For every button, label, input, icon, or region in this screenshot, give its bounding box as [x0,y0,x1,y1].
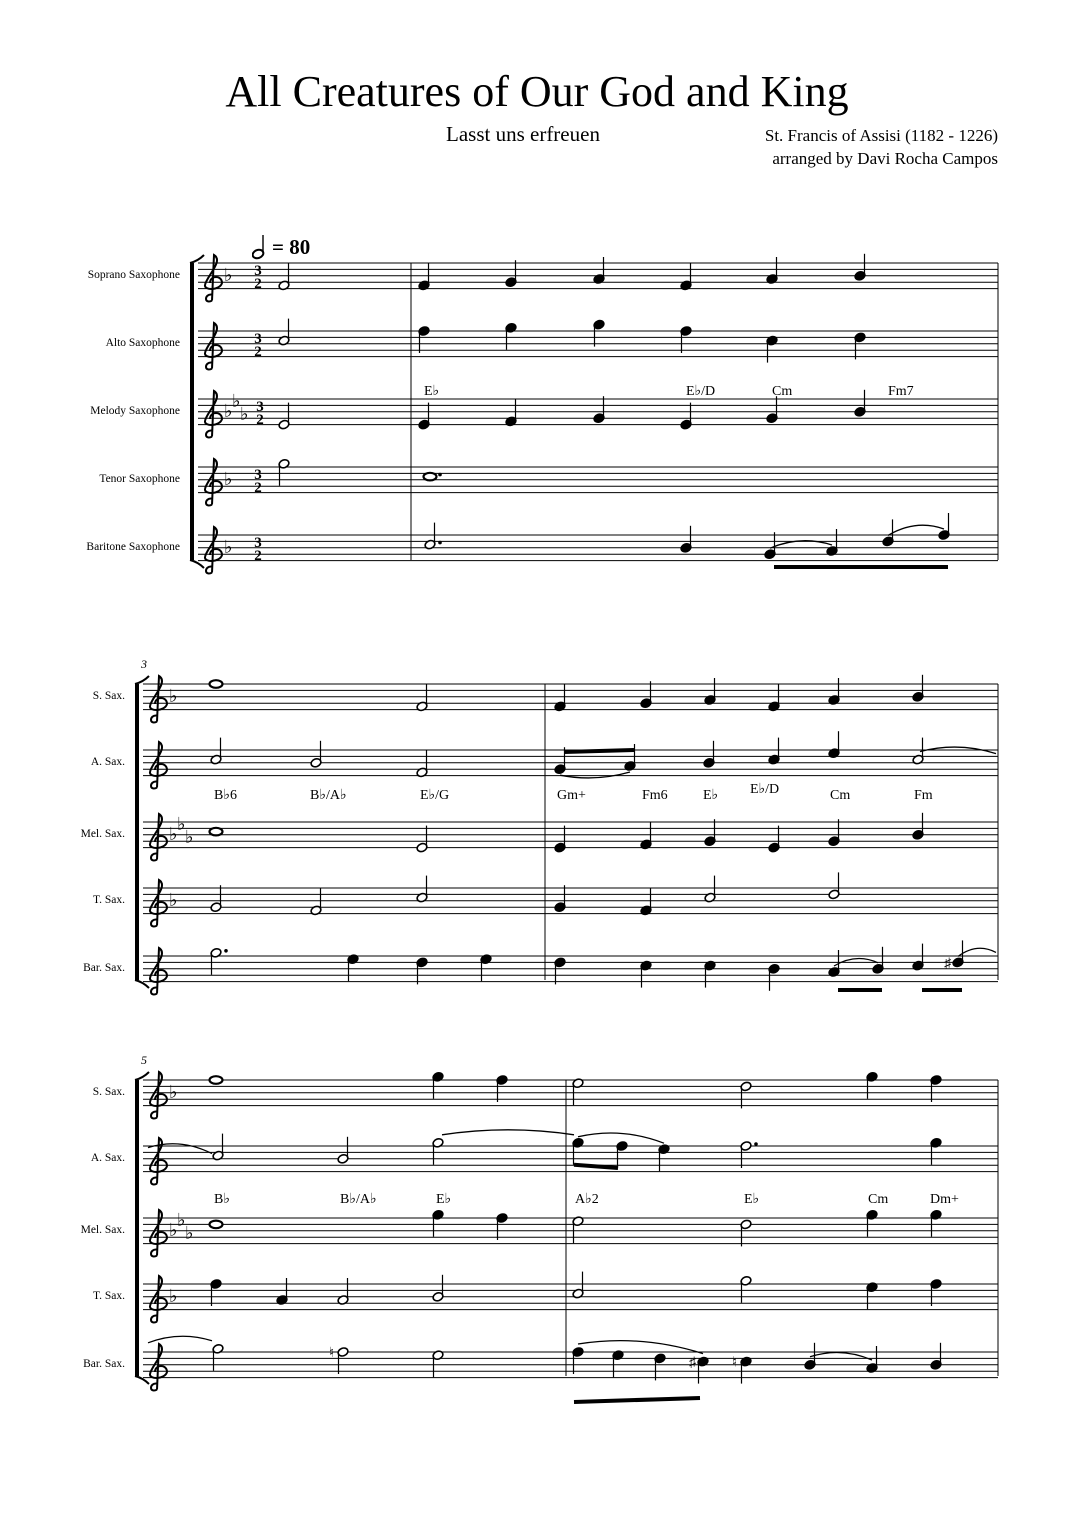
bracket-top [135,676,149,684]
note [505,322,517,349]
note [505,260,517,287]
note-eighth [572,1347,584,1374]
note [505,399,517,426]
note [930,1075,942,1102]
treble-clef-icon [205,255,222,301]
chord-symbol: Fm6 [642,788,668,803]
note [828,731,840,758]
chord-symbol: E♭ [703,788,719,803]
chord-symbol: E♭/G [420,788,450,803]
note [418,263,430,290]
treble-clef-icon [150,1072,167,1118]
note [554,885,566,912]
chord-symbol: B♭/A♭ [310,788,347,803]
treble-clef-icon [150,676,167,722]
note [930,1343,942,1370]
note [496,1213,508,1240]
note-eighth [612,1350,624,1377]
note [930,1279,942,1306]
note [554,957,566,984]
measure-number: 3 [141,657,147,671]
time-signature-bottom: 2 [254,344,262,360]
note [680,403,692,430]
treble-clef-icon [150,814,167,860]
chord-symbol: Fm7 [888,384,914,399]
measure-number: 5 [141,1053,147,1067]
instrument-name: Soprano Saxophone [87,269,180,281]
note [912,813,924,840]
chord-symbol: A♭2 [575,1192,599,1207]
time-signature-top: 3 [254,263,262,279]
instrument-short-name: T. Sax. [92,1290,125,1302]
treble-clef-icon [205,459,222,505]
augmentation-dot [754,1142,758,1146]
time-signature-top: 3 [254,467,262,483]
note [210,680,223,688]
beam [574,1398,700,1402]
key-flat-icon: ♭ [169,1081,178,1102]
key-flat-icon: ♭ [177,1210,186,1231]
time-signature-bottom: 2 [254,480,262,496]
instrument-short-name: Bar. Sax. [83,962,125,974]
key-flat-icon: ♭ [185,1223,194,1243]
note [278,263,290,290]
time-signature-bottom: 2 [254,548,262,564]
chord-symbol: B♭/A♭ [340,1192,377,1207]
note [310,888,322,915]
key-flat-icon: ♭ [240,404,249,424]
key-flat-icon: ♭ [224,536,233,557]
beam [564,750,634,752]
instrument-name: Tenor Saxophone [99,473,180,485]
note [210,738,222,765]
note [740,1356,752,1383]
treble-clef-icon [150,1344,167,1390]
note [704,876,716,903]
note [278,319,290,346]
note [418,403,430,430]
note [210,947,228,974]
note [768,963,780,990]
note [210,1221,223,1229]
instrument-name: Baritone Saxophone [86,541,180,553]
note-eighth [697,1356,709,1383]
tempo-value: = 80 [272,234,311,259]
note [593,396,605,423]
note [640,681,652,708]
note [424,523,442,550]
note [703,741,715,768]
note [740,1081,752,1108]
key-flat-icon: ♭ [224,468,233,489]
note [416,826,428,853]
score-subtitle: Lasst uns erfreuen [446,122,600,146]
treble-clef-icon [150,742,167,788]
note [572,1216,584,1243]
note-eighth [572,1137,584,1164]
note [866,1071,878,1098]
note-eighth [938,513,950,540]
augmentation-dot [438,473,442,477]
key-flat-icon: ♭ [169,1219,178,1240]
note-eighth [624,744,636,771]
note [432,1275,444,1302]
staff [143,1080,998,1106]
note [828,819,840,846]
note [854,254,866,281]
treble-clef-icon [150,948,167,994]
chord-symbol: Cm [830,788,851,803]
treble-clef-icon [205,527,222,573]
note [930,1209,942,1236]
slur [958,948,996,956]
treble-clef-icon [150,1276,167,1322]
note [866,1282,878,1309]
note [432,1350,444,1377]
arranger-line: arranged by Davi Rocha Campos [772,149,998,168]
note [554,684,566,711]
note [766,257,778,284]
note [740,1141,758,1168]
note [768,738,780,765]
bracket-top [135,1072,149,1080]
note [337,1347,349,1374]
note [680,263,692,290]
note [766,396,778,423]
slur [888,525,944,535]
key-flat-icon: ♭ [169,685,178,706]
note [276,1278,288,1305]
staff [143,822,998,848]
instrument-name: Melody Saxophone [90,405,180,417]
key-flat-icon: ♭ [224,400,233,421]
note [424,473,442,481]
instrument-short-name: S. Sax. [92,690,125,702]
notehead [210,680,223,688]
chord-symbol: E♭ [436,1192,452,1207]
note [704,960,716,987]
time-signature-top: 3 [254,535,262,551]
chord-symbol: E♭ [744,1192,760,1207]
key-flat-icon: ♭ [224,264,233,285]
staff [143,1146,998,1172]
note [310,741,322,768]
note [828,678,840,705]
time-signature-bottom: 2 [256,412,264,428]
staff [143,684,998,710]
note [480,954,492,981]
note [704,678,716,705]
note [930,1137,942,1164]
note [337,1137,349,1164]
instrument-short-name: Mel. Sax. [80,1224,125,1236]
slur [442,1130,574,1135]
key-flat-icon: ♭ [169,1285,178,1306]
note [416,750,428,777]
instrument-short-name: T. Sax. [92,894,125,906]
note [418,326,430,353]
chord-symbol: Cm [772,384,793,399]
chord-symbol: B♭ [214,1192,230,1207]
note [640,888,652,915]
note [828,872,840,899]
note [210,1076,223,1084]
note [432,1209,444,1236]
note [740,1275,752,1302]
note [912,675,924,702]
note [212,1343,224,1370]
score-title: All Creatures of Our God and King [225,67,849,116]
chord-symbol: Dm+ [930,1192,959,1207]
treble-clef-icon [150,1210,167,1256]
note-eighth [616,1141,628,1168]
key-flat-icon: ♭ [232,391,241,412]
accidental-icon: ♮ [329,1346,335,1361]
staff [198,467,998,493]
chord-symbol: E♭ [424,384,440,399]
chord-symbol: Gm+ [557,788,586,803]
note-eighth [912,944,924,971]
staff [198,331,998,357]
note [768,684,780,711]
staff [143,888,998,914]
note [496,1075,508,1102]
note [854,332,866,359]
notehead [210,1076,223,1084]
composer-line: St. Francis of Assisi (1182 - 1226) [764,126,998,145]
note [212,1134,224,1161]
instrument-short-name: Mel. Sax. [80,828,125,840]
chord-symbol: B♭6 [214,788,237,803]
treble-clef-icon [150,880,167,926]
note [658,1144,670,1171]
note [210,1279,222,1306]
note [593,257,605,284]
instrument-short-name: S. Sax. [92,1086,125,1098]
note [337,1278,349,1305]
chord-symbol: E♭/D [750,782,780,797]
instrument-short-name: A. Sax. [90,756,125,768]
note [640,960,652,987]
bracket-bottom [190,560,204,568]
treble-clef-icon [205,323,222,369]
note [766,335,778,362]
note [416,684,428,711]
time-signature-top: 3 [254,331,262,347]
note [416,957,428,984]
note [278,458,290,485]
note [680,526,692,553]
note [432,1071,444,1098]
note [704,819,716,846]
note [432,1137,444,1164]
note [740,1219,752,1246]
notehead [210,1221,223,1229]
key-flat-icon: ♭ [177,814,186,835]
bracket-top [190,255,204,263]
staff [143,1218,998,1244]
note [640,822,652,849]
note [347,954,359,981]
instrument-short-name: A. Sax. [90,1152,125,1164]
note [680,326,692,353]
note [593,319,605,346]
accidental-icon: ♯ [944,956,951,972]
note [854,390,866,417]
note-eighth [826,529,838,556]
note [278,403,290,430]
key-flat-icon: ♭ [185,827,194,847]
chord-symbol: E♭/D [686,384,716,399]
staff [198,535,998,561]
notehead [424,473,437,481]
note [210,828,223,836]
key-flat-icon: ♭ [169,823,178,844]
accidental-icon: ♮ [732,1355,738,1371]
note-eighth [654,1353,666,1380]
note [572,1078,584,1105]
chord-symbol: Cm [868,1192,889,1207]
notehead [210,828,223,836]
augmentation-dot [224,949,228,953]
slur [560,772,630,778]
chord-symbol: Fm [914,788,933,803]
note [554,826,566,853]
note [866,1209,878,1236]
instrument-short-name: Bar. Sax. [83,1358,125,1370]
treble-clef-icon [205,391,222,437]
instrument-name: Alto Saxophone [105,337,180,349]
note [768,826,780,853]
augmentation-dot [438,541,442,545]
key-flat-icon: ♭ [169,889,178,910]
staff [143,750,998,776]
note [572,1272,584,1299]
time-signature-bottom: 2 [254,276,262,292]
accidental-icon: ♯ [689,1355,696,1371]
time-signature-top: 3 [256,399,264,415]
note [210,885,222,912]
note [416,876,428,903]
slur [148,1336,212,1343]
